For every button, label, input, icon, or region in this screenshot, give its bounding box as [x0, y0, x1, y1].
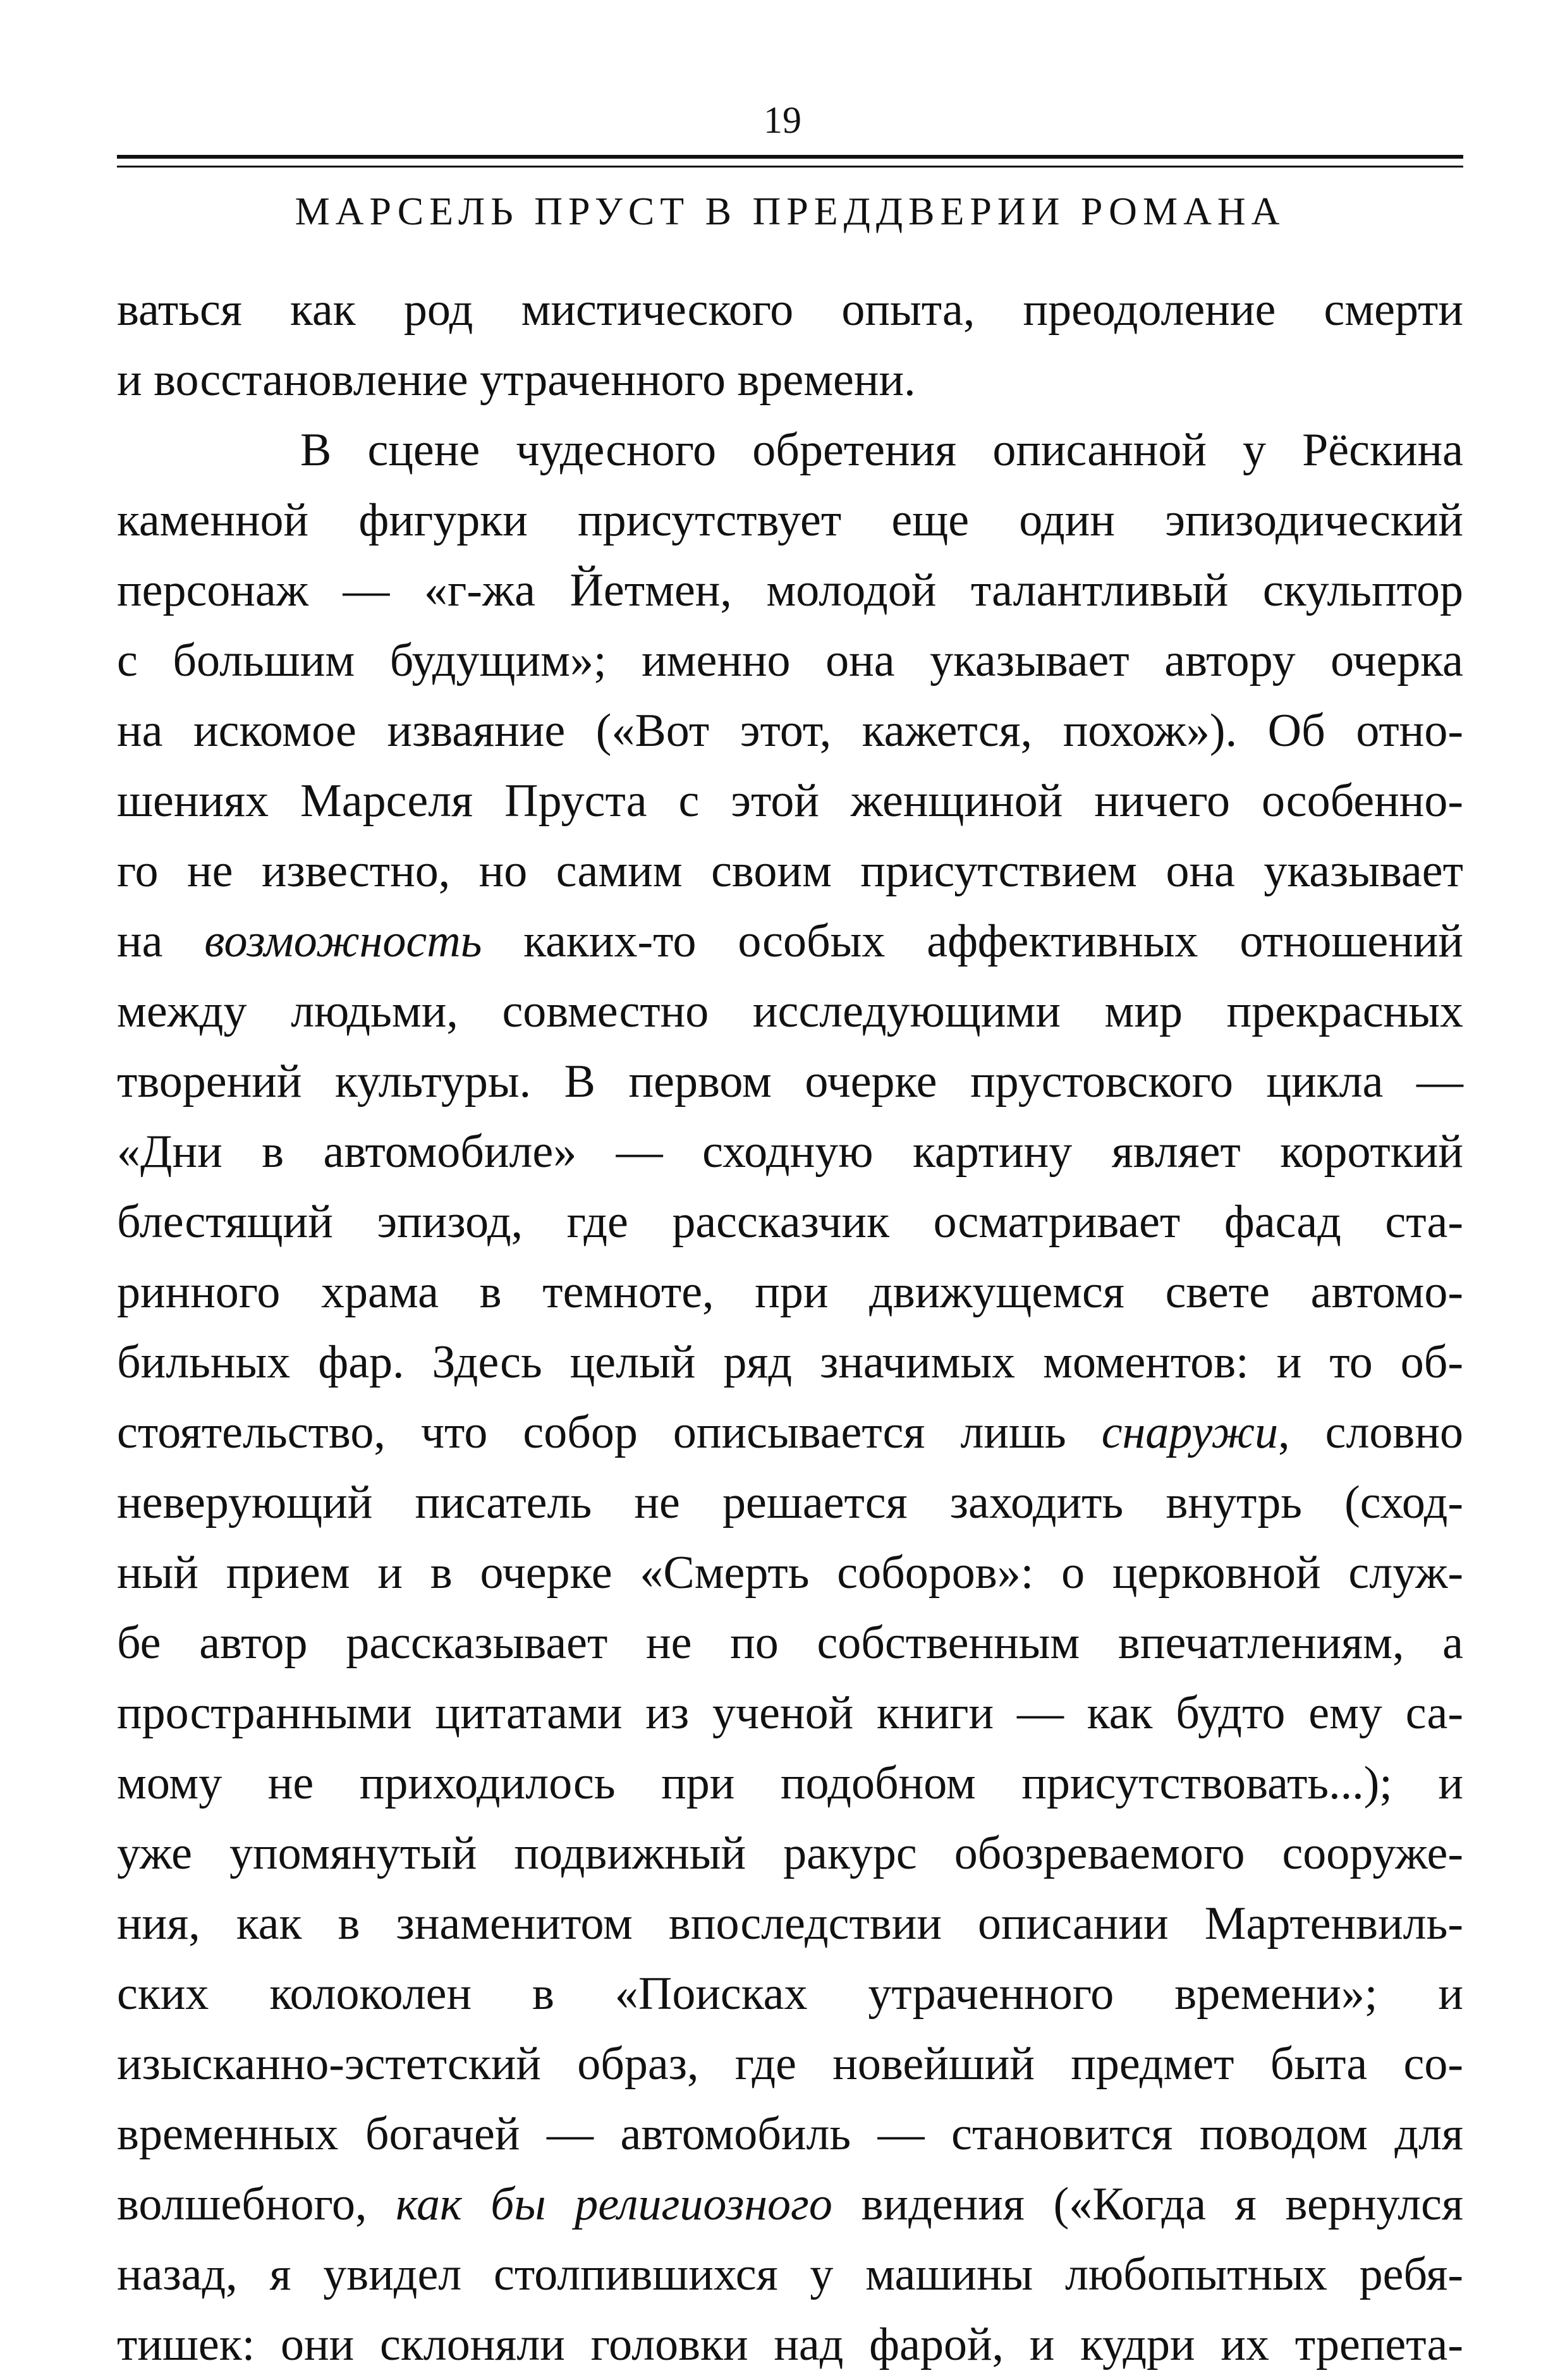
text-line: ринного храма в темноте, при движущемся свете автомо- [117, 1266, 1463, 1318]
page-number: 19 [764, 99, 801, 141]
text-line: мому не приходилось при подобном присутствовать...); и [117, 1757, 1463, 1809]
text-line: ный прием и в очерке «Смерть соборов»: о церковной служ- [117, 1547, 1463, 1599]
text-line: тишек: они склоняли головки над фарой, и кудри их трепета- [117, 2319, 1463, 2371]
text-line: го не известно, но самим своим присутствием она указывает [117, 845, 1463, 897]
italic-emphasis: возможность [204, 915, 482, 967]
text-line: «Дни в автомобиле» — сходную картину являет короткий [117, 1126, 1463, 1178]
text-line: шениях Марселя Пруста с этой женщиной ничего особенно- [117, 775, 1463, 827]
italic-emphasis: как бы религиозного [396, 2178, 832, 2230]
body-text [117, 275, 1463, 2380]
text-line: блестящий эпизод, где рассказчик осматривает фасад ста- [117, 1196, 1463, 1248]
text-run: каких-то особых аффективных отношений [482, 915, 1463, 967]
text-run: волшебного, [117, 2178, 396, 2230]
text-line: уже упомянутый подвижный ракурс обозреваемого сооруже- [117, 1828, 1463, 1879]
text-line: с большим будущим»; именно она указывает автору очерка [117, 635, 1463, 687]
text-line: ваться как род мистического опыта, преодоление смерти [117, 284, 1463, 336]
text-line: временных богачей — автомобиль — становится поводом для [117, 2108, 1463, 2160]
text-line: бе автор рассказывает не по собственным впечатлениям, а [117, 1617, 1463, 1669]
text-line [117, 1398, 1463, 1468]
text-line: каменной фигурки присутствует еще один эпизодический [117, 494, 1463, 546]
text-line: В сцене чудесного обретения описанной у Рёскина [300, 424, 1463, 476]
text-run: видения («Когда я вернулся [832, 2178, 1463, 2230]
header-rule-thick [117, 155, 1463, 159]
text-line: неверующий писатель не решается заходить внутрь (сход- [117, 1477, 1463, 1529]
header-rule-thin [117, 166, 1463, 168]
text-run: на [117, 915, 205, 967]
text-line [117, 2169, 1463, 2240]
text-line: бильных фар. Здесь целый ряд значимых моментов: и то об- [117, 1336, 1463, 1388]
text-run: , словно [1278, 1407, 1463, 1458]
text-line: и восстановление утраченного времени. [117, 354, 916, 406]
text-line: назад, я увидел столпившихся у машины любопытных ребя- [117, 2249, 1463, 2300]
text-line: пространными цитатами из ученой книги — как будто ему са- [117, 1687, 1463, 1739]
text-line: персонаж — «г-жа Йетмен, молодой талантливый скульптор [117, 564, 1463, 616]
text-run: стоятельство, что собор описывается лишь [117, 1407, 1102, 1458]
text-line: изысканно-эстетский образ, где новейший предмет быта со- [117, 2038, 1463, 2090]
text-line: ских колоколен в «Поисках утраченного времени»; и [117, 1968, 1463, 2020]
text-line: на искомое изваяние («Вот этот, кажется, похож»). Об отно- [117, 705, 1463, 757]
running-head: МАРСЕЛЬ ПРУСТ В ПРЕДДВЕРИИ РОМАНА [295, 190, 1286, 233]
text-line [117, 906, 1463, 977]
italic-emphasis: снаружи [1101, 1407, 1279, 1458]
text-line: между людьми, совместно исследующими мир прекрасных [117, 986, 1463, 1037]
text-line: творений культуры. В первом очерке прустовского цикла — [117, 1056, 1463, 1108]
text-line: ния, как в знаменитом впоследствии описании Мартенвиль- [117, 1898, 1463, 1950]
